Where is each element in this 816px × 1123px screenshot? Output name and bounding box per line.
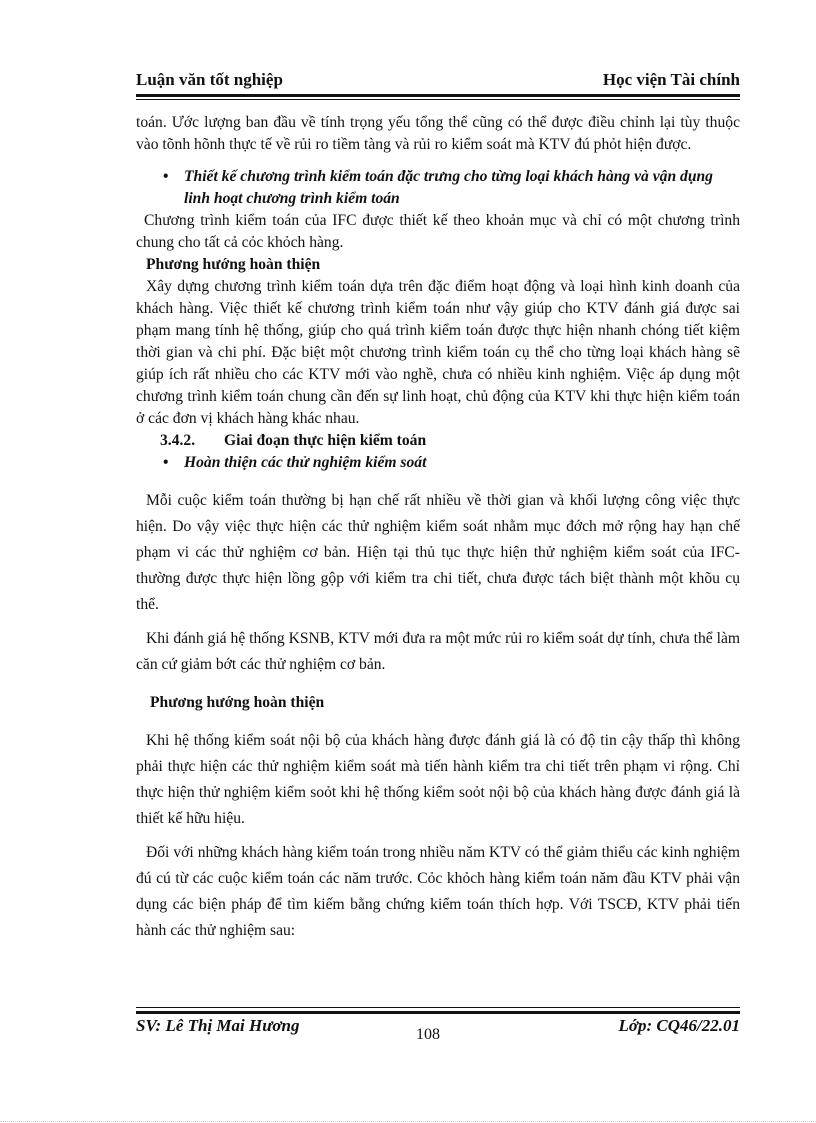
- page-edge-divider: [0, 1121, 816, 1122]
- page-footer: [136, 1016, 740, 1046]
- header-rule-thick: [136, 94, 740, 97]
- bullet-heading-text: Hoàn thiện các thử nghiệm kiểm soát: [184, 454, 427, 471]
- section-heading-execution: [136, 430, 740, 452]
- bullet-heading-text: Thiết kế chương trình kiểm toán đặc trưng cho từng loại khách hàng và vận dụng linh hoạt chương trình kiểm toán: [184, 168, 713, 207]
- bullet-icon: •: [163, 454, 169, 471]
- page-number: 108: [416, 1026, 440, 1043]
- paragraph-repeat-clients: Đối với những khách hàng kiểm toán trong nhiều năm KTV có thể giảm thiểu các kinh nghiệm đú cú từ các cuộc kiểm toán các năm trước. Cỏc khỏch hàng kiểm toán năm đầu KTV phải vận dụng các biện pháp để tìm kiếm bằng chứng kiểm toán thích hợp. Với TSCĐ, KTV phải tiến hành các thử nghiệm sau:: [136, 844, 740, 939]
- paragraph-internal-control: Khi đánh giá hệ thống KSNB, KTV mới đưa ra một mức rủi ro kiểm soát dự tính, chưa thể làm căn cứ giảm bớt các thử nghiệm cơ bản.: [136, 630, 740, 673]
- subheading-improvement-1: Phương hướng hoàn thiện: [146, 256, 321, 273]
- paragraph-low-reliability: Khi hệ thống kiểm soát nội bộ của khách hàng được đánh giá là có độ tin cậy thấp thì không phải thực hiện các thử nghiệm kiểm soát mà tiến hành kiểm tra chi tiết trên phạm vi rộng. Chỉ thực hiện thử nghiệm kiểm soỏt khi hệ thống kiểm soỏt nội bộ của khách hàng được đánh giá là thiết kế hữu hiệu.: [136, 732, 740, 827]
- header-institution: Học viện Tài chính: [602, 70, 740, 89]
- document-body: [136, 112, 740, 944]
- footer-student-name: SV: Lê Thị Mai Hương: [136, 1016, 300, 1035]
- footer-rule-thick: [136, 1011, 740, 1014]
- subheading-improvement-2: Phương hướng hoàn thiện: [150, 694, 325, 711]
- page-header: [136, 70, 740, 96]
- section-title: Giai đoạn thực hiện kiểm toán: [224, 432, 427, 449]
- bullet-heading-program-design: [136, 166, 740, 210]
- paragraph-materiality: toán. Ước lượng ban đầu về tính trọng yếu tổng thể cũng có thể được điều chỉnh lại tùy thuộc vào tõnh hõnh thực tế về rủi ro tiềm tàng và rủi ro kiểm soát mà KTV đú phỏt hiện được.: [136, 114, 740, 153]
- header-thesis-label: Luận văn tốt nghiệp: [136, 70, 283, 89]
- paragraph-audit-limits: Mỗi cuộc kiểm toán thường bị hạn chế rất nhiều về thời gian và khối lượng công việc thực hiện. Do vậy việc thực hiện các thử nghiệm kiểm soát nhằm mục đớch mở rộng hay hạn chế phạm vi các thử nghiệm cơ bản. Hiện tại thủ tục thực hiện thử nghiệm kiểm soát của IFC- thường được thực hiện lồng gộp với kiểm tra chi tiết, chưa được tách biệt thành một khõu cụ thể.: [136, 492, 740, 613]
- footer-class-code: Lớp: CQ46/22.01: [618, 1016, 740, 1035]
- paragraph-program-improvement: Xây dựng chương trình kiểm toán dựa trên đặc điểm hoạt động và loại hình kinh doanh của khách hàng. Việc thiết kế chương trình kiểm toán như vậy giúp cho KTV đánh giá được sai phạm mang tính hệ thống, giúp cho quá trình kiểm toán được thực hiện nhanh chóng tiết kiệm thời gian và chi phí. Đặc biệt một chương trình kiểm toán cụ thể cho từng loại khách hàng sẽ giúp ích rất nhiều cho các KTV mới vào nghề, chưa có nhiều kinh nghiệm. Việc áp dụng một chương trình kiểm toán chung cần đến sự linh hoạt, chủ động của KTV khi thực hiện kiểm toán ở các đơn vị khách hàng khác nhau.: [136, 278, 740, 427]
- footer-rule-thin: [136, 1007, 740, 1008]
- paragraph-ifc-program: Chương trình kiểm toán của IFC được thiết kế theo khoản mục và chỉ có một chương trình chung cho tất cả cỏc khỏch hàng.: [136, 212, 740, 251]
- bullet-heading-control-tests: [136, 452, 740, 474]
- bullet-icon: •: [163, 168, 169, 185]
- section-number: 3.4.2.: [160, 432, 196, 449]
- header-rule-thin: [136, 99, 740, 100]
